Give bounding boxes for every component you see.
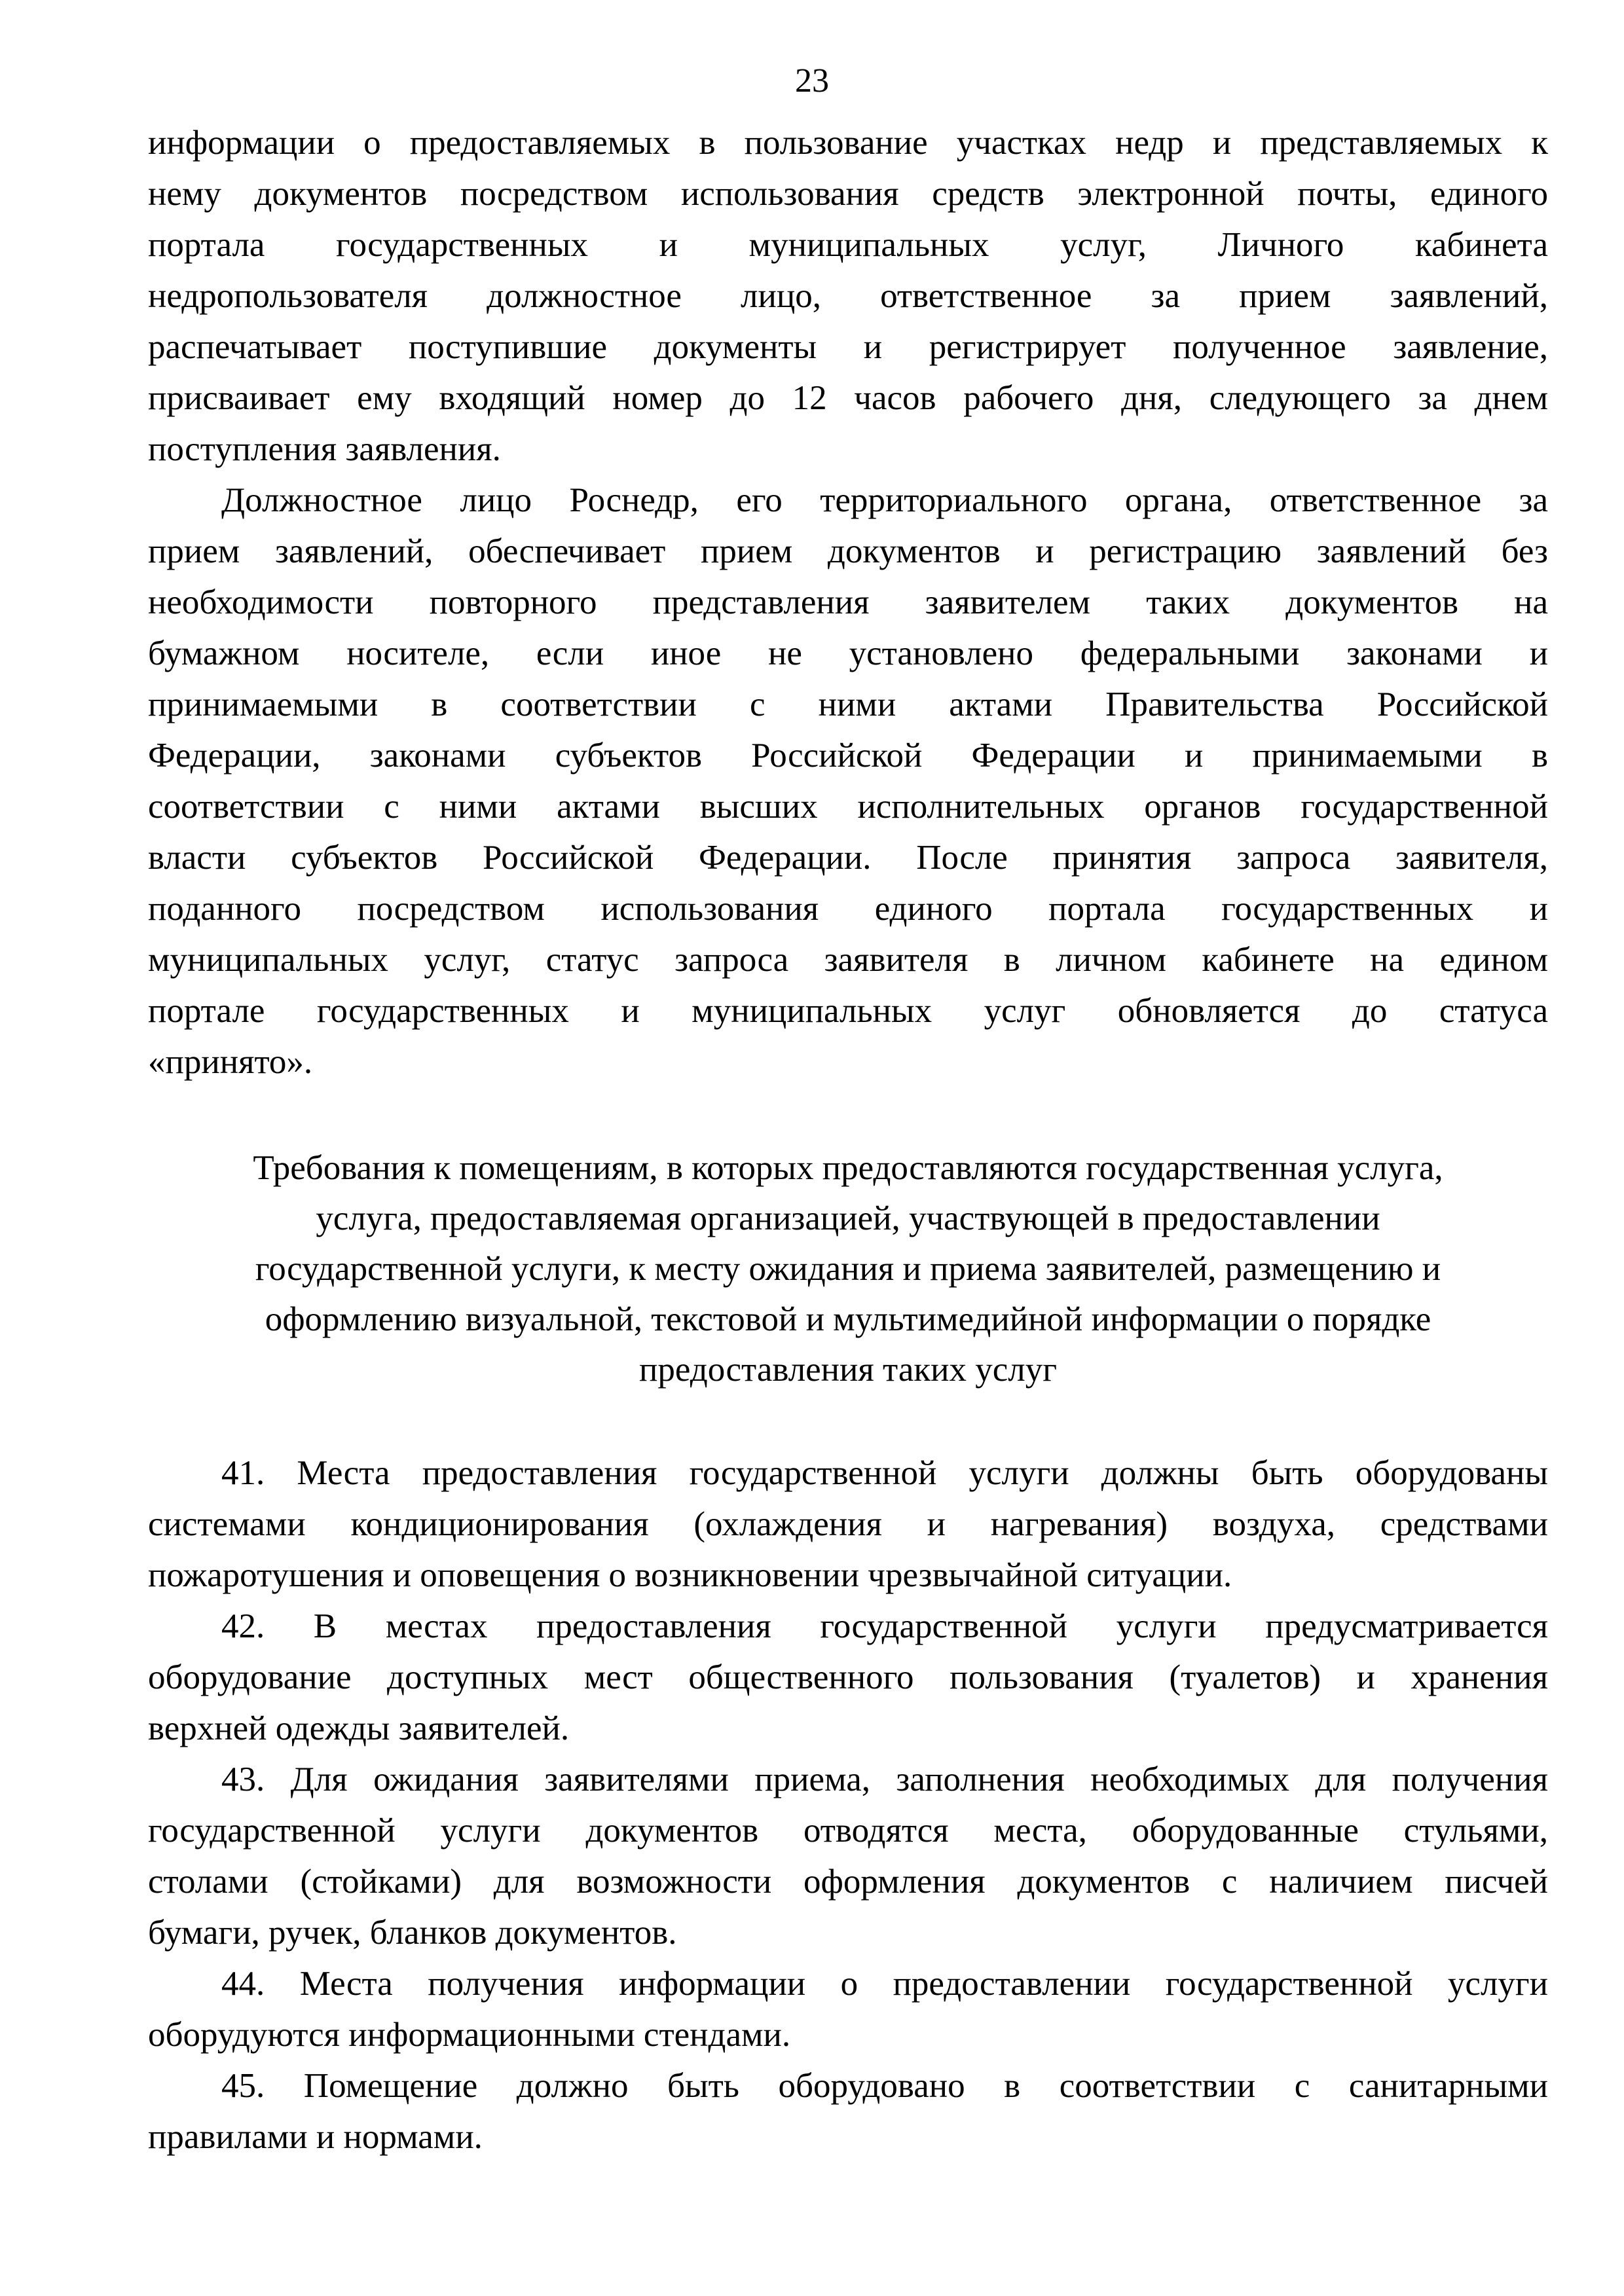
text-line: поступления заявления. xyxy=(148,430,501,468)
text-line: 41. Места предоставления государственной услуги должны быть оборудованы xyxy=(221,1454,1548,1492)
text-line: системами кондиционирования (охлаждения и нагревания) воздуха, средствами xyxy=(148,1505,1548,1543)
text-line: соответствии с ними актами высших исполнительных органов государственной xyxy=(148,788,1548,826)
heading-line: предоставления таких услуг xyxy=(639,1351,1057,1389)
heading-line: услуга, предоставляемая организацией, участвующей в предоставлении xyxy=(316,1199,1380,1237)
text-line: присваивает ему входящий номер до 12 часов рабочего дня, следующего за днем xyxy=(148,379,1548,417)
paragraph xyxy=(148,1754,1548,1958)
text-line: 44. Места получения информации о предоставлении государственной услуги xyxy=(221,1965,1548,2003)
text-line: муниципальных услуг, статус запроса заявителя в личном кабинете на едином xyxy=(148,941,1548,979)
text-line: оборудуются информационными стендами. xyxy=(148,2016,791,2054)
heading-line: Требования к помещениям, в которых предоставляются государственная услуга, xyxy=(253,1149,1443,1187)
text-line: распечатывает поступившие документы и регистрирует полученное заявление, xyxy=(148,328,1548,366)
text-line: принимаемыми в соответствии с ними актами Правительства Российской xyxy=(148,685,1548,723)
text-line: оборудование доступных мест общественного пользования (туалетов) и хранения xyxy=(148,1658,1548,1696)
text-line: «принято». xyxy=(148,1043,313,1081)
body-text-numbered xyxy=(148,1448,1548,2162)
paragraph xyxy=(148,1958,1548,2060)
text-line: бумаги, ручек, бланков документов. xyxy=(148,1914,677,1952)
paragraph xyxy=(148,117,1548,475)
text-line: информации о предоставляемых в пользование участках недр и представляемых к xyxy=(148,124,1548,162)
text-line: 42. В местах предоставления государственной услуги предусматривается xyxy=(221,1607,1548,1645)
text-line: власти субъектов Российской Федерации. После принятия запроса заявителя, xyxy=(148,839,1548,877)
text-line: Федерации, законами субъектов Российской Федерации и принимаемыми в xyxy=(148,737,1548,774)
text-line: недропользователя должностное лицо, ответственное за прием заявлений, xyxy=(148,277,1548,315)
section-heading xyxy=(148,1143,1548,1395)
text-line: бумажном носителе, если иное не установлено федеральными законами и xyxy=(148,634,1548,672)
text-line: верхней одежды заявителей. xyxy=(148,1709,570,1747)
heading-line: государственной услуги, к месту ожидания и приема заявителей, размещению и xyxy=(255,1250,1441,1288)
text-line: правилами и нормами. xyxy=(148,2118,483,2156)
text-line: 43. Для ожидания заявителями приема, заполнения необходимых для получения xyxy=(221,1760,1548,1798)
text-line: пожаротушения и оповещения о возникновении чрезвычайной ситуации. xyxy=(148,1556,1232,1594)
body-text-top xyxy=(148,117,1548,1087)
paragraph xyxy=(148,1448,1548,1601)
text-line: необходимости повторного представления заявителем таких документов на xyxy=(148,583,1548,621)
text-line: государственной услуги документов отводятся места, оборудованные стульями, xyxy=(148,1812,1548,1850)
text-line: столами (стойками) для возможности оформления документов с наличием писчей xyxy=(148,1863,1548,1901)
page-number: 23 xyxy=(795,62,829,100)
paragraph xyxy=(148,2060,1548,2162)
text-line: портала государственных и муниципальных услуг, Личного кабинета xyxy=(148,226,1548,264)
text-line: прием заявлений, обеспечивает прием документов и регистрацию заявлений без xyxy=(148,532,1548,570)
heading-line: оформлению визуальной, текстовой и мультимедийной информации о порядке xyxy=(265,1300,1431,1338)
text-line: 45. Помещение должно быть оборудовано в соответствии с санитарными xyxy=(221,2067,1548,2105)
text-line: портале государственных и муниципальных услуг обновляется до статуса xyxy=(148,992,1548,1030)
text-line: поданного посредством использования единого портала государственных и xyxy=(148,890,1548,928)
paragraph xyxy=(148,475,1548,1087)
text-line: Должностное лицо Роснедр, его территориального органа, ответственное за xyxy=(221,481,1548,519)
paragraph xyxy=(148,1601,1548,1754)
text-line: нему документов посредством использования средств электронной почты, единого xyxy=(148,175,1548,213)
